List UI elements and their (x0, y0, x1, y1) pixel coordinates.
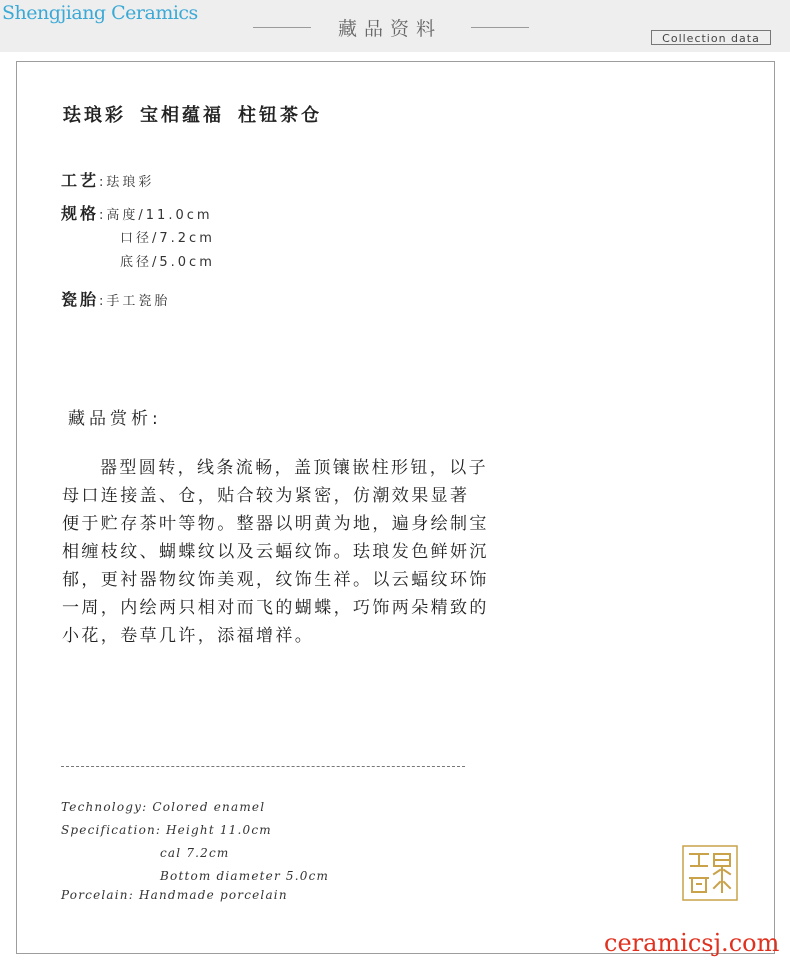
piece-title (63, 101, 322, 127)
header-rule-right (471, 27, 529, 28)
spec-craft-value: 珐琅彩 (106, 175, 155, 190)
english-bottom-diameter: Bottom diameter 5.0cm (160, 869, 330, 883)
appreciation-line: 郁，更衬器物纹饰美观，纹饰生祥。以云蝠纹环饰 (62, 570, 489, 590)
collection-data-tag: Collection data (651, 30, 771, 45)
spec-craft (61, 168, 154, 191)
english-specification-label: Specification: (61, 823, 162, 837)
watermark-top: Shengjiang Ceramics (2, 2, 198, 24)
piece-title-part: 柱钮茶仓 (238, 105, 322, 126)
appreciation-text (62, 454, 562, 650)
spec-size (61, 201, 213, 224)
spec-craft-label: 工艺 (61, 171, 100, 190)
appreciation-line: 小花，卷草几许，添福增祥。 (62, 626, 315, 646)
spec-body-label: 瓷胎 (61, 290, 100, 309)
spec-size-label: 规格 (61, 204, 100, 223)
header-rule-left (253, 27, 311, 28)
appreciation-line: 便于贮存茶叶等物。整器以明黄为地，遍身绘制宝 (62, 514, 489, 534)
english-technology: Technology: Colored enamel (61, 800, 266, 814)
header-title: 藏品资料 (337, 18, 442, 40)
english-cal: cal 7.2cm (160, 846, 230, 860)
spec-body-value: 手工瓷胎 (106, 294, 171, 309)
english-height: Height 11.0cm (166, 823, 272, 837)
watermark-bottom: ceramicsj.com (604, 929, 780, 957)
appreciation-line: 相缠枝纹、蝴蝶纹以及云蝠纹饰。珐琅发色鲜妍沉 (62, 542, 489, 562)
piece-title-part: 宝相蕴福 (140, 105, 224, 126)
english-porcelain: Porcelain: Handmade porcelain (61, 888, 288, 902)
appreciation-label: 藏品赏析: (68, 409, 162, 429)
spec-size-value: 高度/11.0cm (106, 208, 213, 223)
spec-colon: : (99, 294, 107, 309)
spec-size-value: 口径/7.2cm (120, 231, 215, 246)
spec-body (61, 287, 170, 310)
spec-colon: : (99, 175, 107, 190)
seal-stamp-icon (681, 844, 739, 902)
appreciation-line: 器型圆转，线条流畅，盖顶镶嵌柱形钮，以子 (100, 458, 488, 478)
appreciation-line: 母口连接盖、仓，贴合较为紧密，仿潮效果显著 (62, 486, 470, 506)
appreciation-line: 一周，内绘两只相对而飞的蝴蝶，巧饰两朵精致的 (62, 598, 489, 618)
spec-colon: : (99, 208, 107, 223)
spec-size-value: 底径/5.0cm (120, 255, 215, 270)
dashed-divider (61, 766, 465, 767)
piece-title-part: 珐琅彩 (63, 105, 126, 126)
